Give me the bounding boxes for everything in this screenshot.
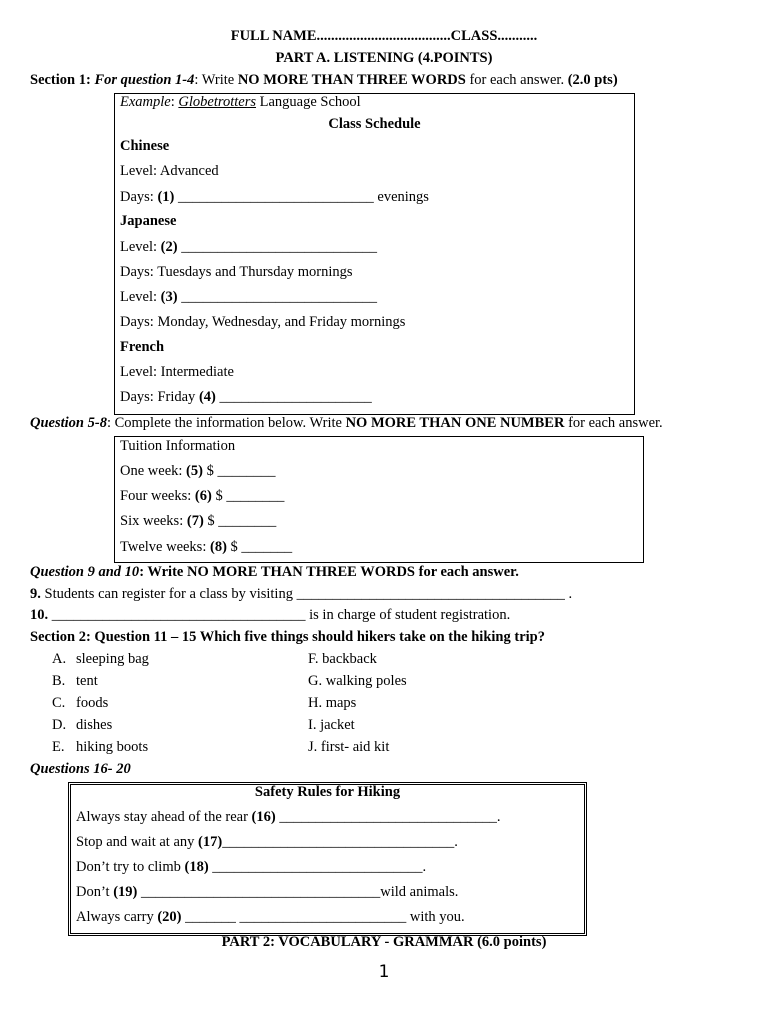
option-h: H. maps (308, 695, 357, 711)
question-8: Twelve weeks: (8) $ _______ (120, 539, 293, 555)
question-9-10-instruction: Question 9 and 10: Write NO MORE THAN THREE WORDS for each answer. (30, 564, 519, 580)
french-heading: French (120, 339, 165, 355)
question-7: Six weeks: (7) $ ________ (120, 513, 277, 529)
chinese-heading: Chinese (120, 138, 170, 154)
section2-heading: Section 2: Question 11 – 15 Which five things should hikers take on the hiking trip? (30, 629, 545, 645)
option-a: A. sleeping bag (52, 651, 149, 667)
question-20: Always carry (20) _______ _______________________ with you. (76, 909, 465, 925)
example-line: Example: Globetrotters Language School (120, 94, 361, 110)
option-g: G. walking poles (308, 673, 407, 689)
section1-instruction: Section 1: For question 1-4: Write NO MORE THAN THREE WORDS for each answer. (2.0 pts) (30, 72, 618, 88)
french-level: Level: Intermediate (120, 364, 234, 380)
class-schedule-title: Class Schedule (328, 116, 421, 132)
question-16: Always stay ahead of the rear (16) ______________________________. (76, 809, 501, 825)
part-2-heading: PART 2: VOCABULARY - GRAMMAR (6.0 points) (221, 934, 547, 950)
japanese-heading: Japanese (120, 213, 177, 229)
option-j: J. first- aid kit (308, 739, 390, 755)
option-f: F. backback (308, 651, 377, 667)
question-5-8-instruction: Question 5-8: Complete the information below. Write NO MORE THAN ONE NUMBER for each answer. (30, 415, 663, 431)
question-4: Days: Friday (4) _____________________ (120, 389, 372, 405)
option-e: E. hiking boots (52, 739, 149, 755)
question-9: 9. Students can register for a class by visiting _____________________________________ . (30, 586, 573, 602)
option-d: D. dishes (52, 717, 113, 733)
question-18: Don’t try to climb (18) _____________________________. (76, 859, 427, 875)
question-3: Level: (3) ___________________________ (120, 289, 377, 305)
page-number: 1 (378, 962, 390, 982)
part-a-heading: PART A. LISTENING (4.POINTS) (275, 50, 493, 66)
question-1: Days: (1) ___________________________ evenings (120, 189, 429, 205)
japanese-days: Days: Tuesdays and Thursday mornings (120, 264, 353, 280)
question-10: 10. ___________________________________ is in charge of student registration. (30, 607, 511, 623)
tuition-title: Tuition Information (120, 438, 236, 454)
days-mwf: Days: Monday, Wednesday, and Friday mornings (120, 314, 406, 330)
question-2: Level: (2) ___________________________ (120, 239, 377, 255)
question-5: One week: (5) $ ________ (120, 463, 276, 479)
option-b: B. tent (52, 673, 98, 689)
question-19: Don’t (19) _________________________________wild animals. (76, 884, 459, 900)
safety-rules-title: Safety Rules for Hiking (254, 784, 401, 800)
chinese-level: Level: Advanced (120, 163, 219, 179)
option-i: I. jacket (308, 717, 355, 733)
question-6: Four weeks: (6) $ ________ (120, 488, 285, 504)
questions-16-20-heading: Questions 16- 20 (30, 761, 131, 777)
option-c: C. foods (52, 695, 109, 711)
full-name-class-line: FULL NAME.....................................CLASS........... (230, 28, 538, 44)
question-17: Stop and wait at any (17)________________________________. (76, 834, 458, 850)
